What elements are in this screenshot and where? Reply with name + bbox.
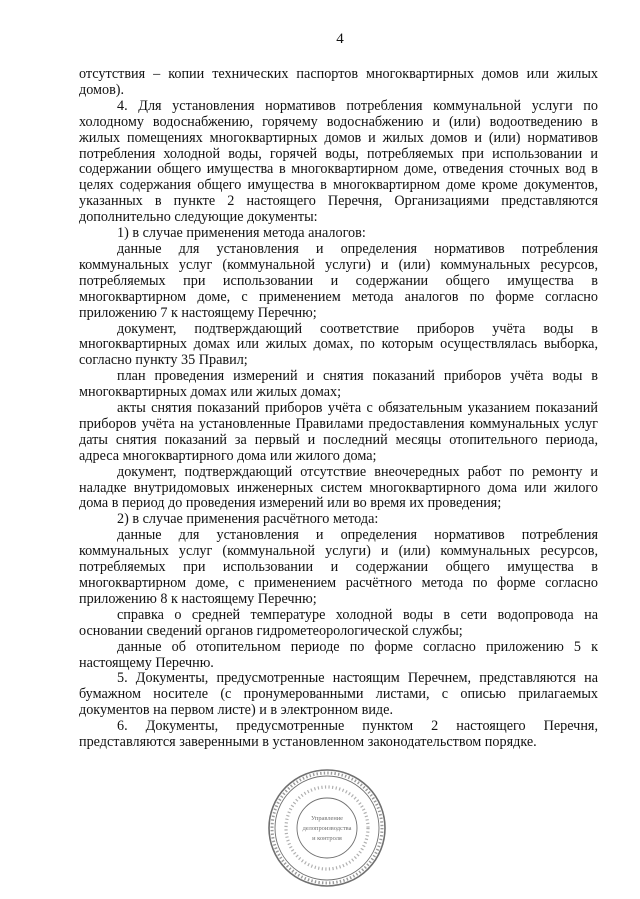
paragraph-meter-conformity: документ, подтверждающий соответствие приборов учёта воды в многоквартирных домах или жилых домах, по которым осуществлялась выборка, согласно пункту 35 Правил; [79,320,598,369]
paragraph-item-4: 4. Для установления нормативов потребления коммунальной услуги по холодному водоснабжению, горячему водоснабжению и (или) водоотведению в жилых помещениях многоквартирных домов и жилых домов и (или) нормативов потребления холодной воды, горячей воды, потребляемых при использовании и содержании общего имущества в многоквартирном доме, отведения сточных вод в целях содержания общего имущества в многоквартирном доме кроме документов, указанных в пункте 2 настоящего Перечня, Организациями представляются дополнительно следующие документы: [79,97,598,226]
official-stamp [266,767,388,889]
stamp-line-3: и контроля [312,835,342,842]
paragraph-meter-acts: акты снятия показаний приборов учёта с обязательным указанием показаний приборов учёта на установленные Правилами предоставления коммунальных услуг даты снятия показаний за первый и последний месяцы отопительного периода, адреса многоквартирного дома или жилого дома; [79,400,598,464]
paragraph-method-calculation: 2) в случае применения расчётного метода: [117,511,379,528]
paragraph-method-analogs: 1) в случае применения метода аналогов: [117,225,366,242]
paragraph-heating-period: данные об отопительном периоде по форме согласно приложению 5 к настоящему Перечню. [79,638,598,671]
document-body [79,67,598,751]
paragraph-continuation: отсутствия – копии технических паспортов многоквартирных домов или жилых домов). [79,66,598,98]
page-number: 4 [336,31,344,47]
paragraph-item-6: 6. Документы, предусмотренные пунктом 2 настоящего Перечня, представляются заверенными в установленном законодательством порядке. [79,718,598,751]
paragraph-measurement-plan: план проведения измерений и снятия показаний приборов учёта воды в многоквартирных домах или жилых домах; [79,368,598,401]
stamp-line-2: делопроизводства [302,825,352,832]
stamp-line-1: Управление [310,815,344,822]
paragraph-item-5: 5. Документы, предусмотренные настоящим Перечнем, представляются на бумажном носителе (с пронумерованными листами, с описью прилагаемых документов на первом листе) и в электронном виде. [79,670,598,719]
paragraph-no-repairs: документ, подтверждающий отсутствие внеочередных работ по ремонту и наладке внутридомовых инженерных систем многоквартирного дома или жилого дома в период до проведения измерений или во время их проведения; [79,463,598,512]
paragraph-water-temperature: справка о средней температуре холодной воды в сети водопровода на основании сведений органов гидрометеорологической службы; [79,606,598,639]
paragraph-analogs-data: данные для установления и определения нормативов потребления коммунальных услуг (коммунальной услуги) и (или) коммунальных ресурсов, потребляемых при использовании и содержании общего имущества в многоквартирном доме, с применением метода аналогов по форме согласно приложению 7 к настоящему Перечню; [79,240,598,321]
paragraph-calculation-data: данные для установления и определения нормативов потребления коммунальных услуг (коммунальной услуги) и (или) коммунальных ресурсов, потребляемых при использовании и содержании общего имущества в многоквартирном доме, с применением расчётного метода по форме согласно приложению 8 к настоящему Перечню; [79,527,598,607]
